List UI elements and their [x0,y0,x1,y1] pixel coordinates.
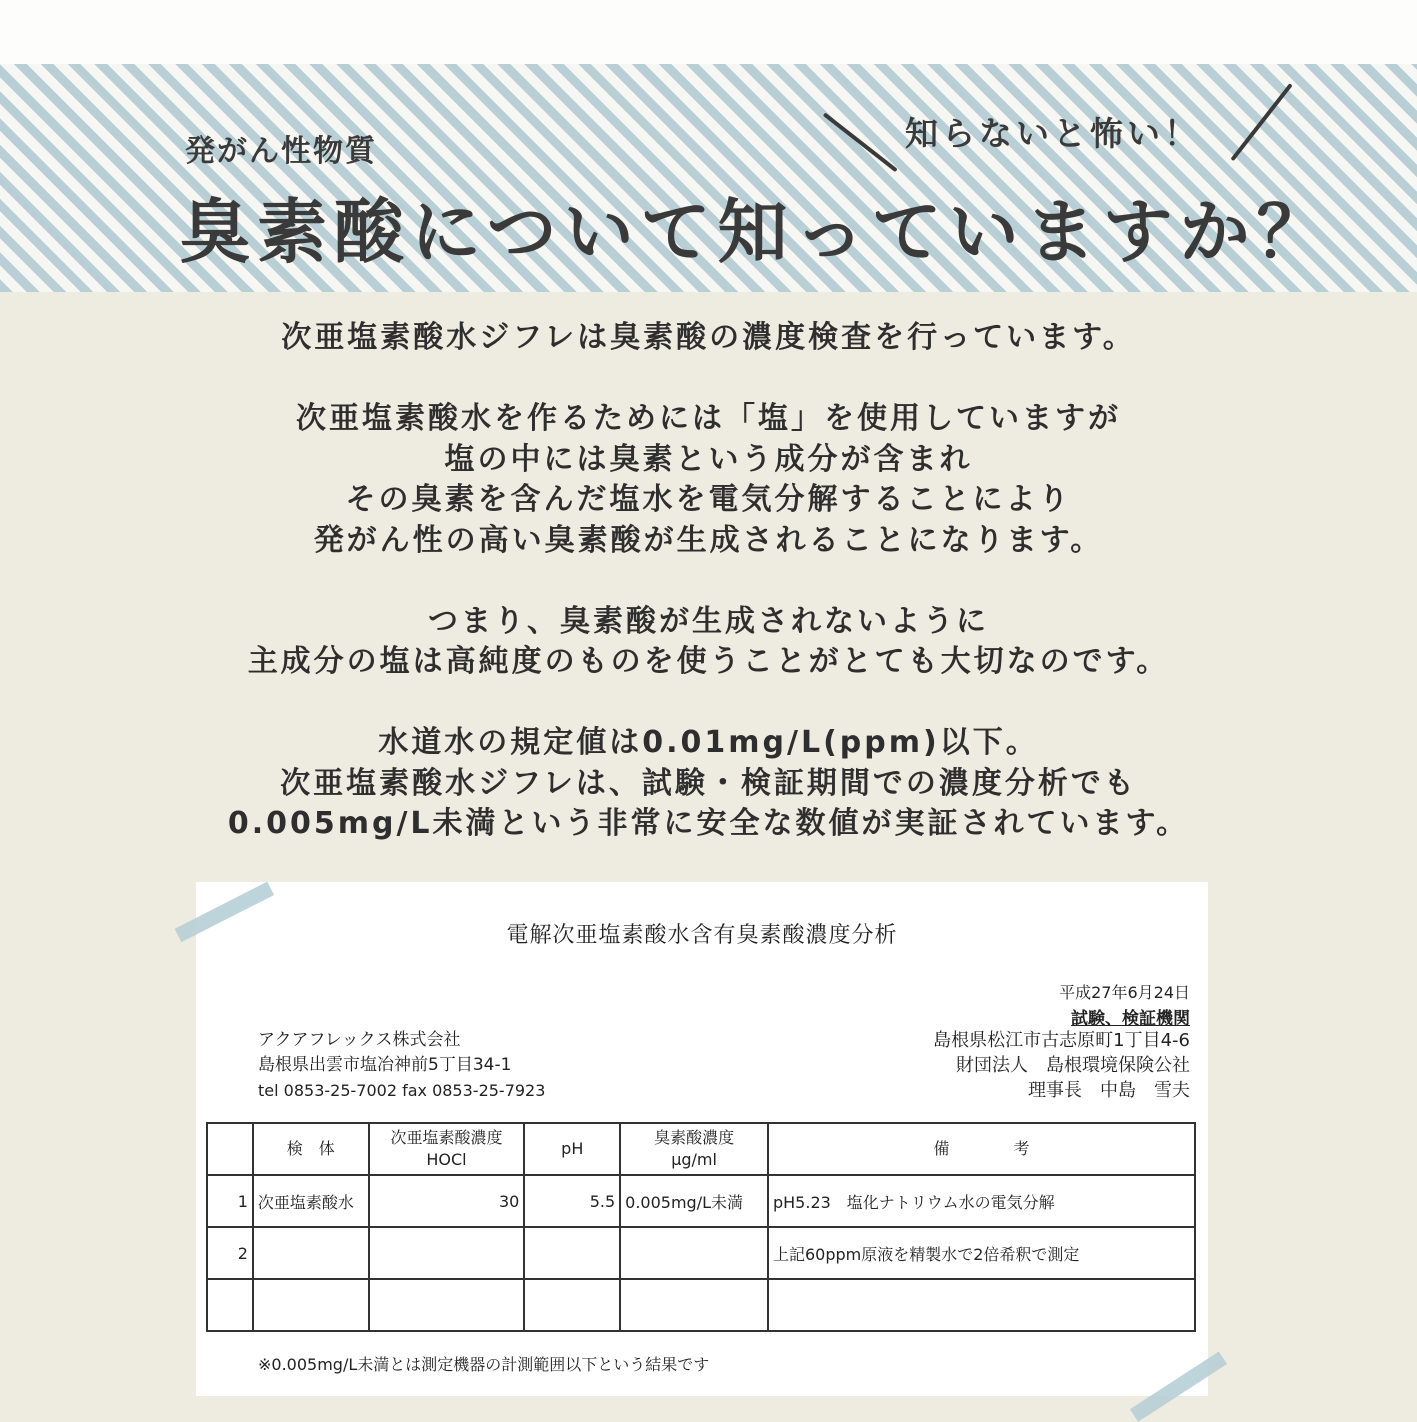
table-cell [524,1279,620,1331]
text-line: その臭素を含んだ塩水を電気分解することにより [345,482,1072,517]
table-cell: 5.5 [524,1175,620,1227]
header-subtitle: 発がん性物質 [185,134,377,169]
table-cell: 上記60ppm原液を精製水で2倍希釈で測定 [768,1227,1195,1279]
table-cell [253,1279,369,1331]
testing-organization-label: 試験、検証機関 [1071,1009,1190,1029]
table-header-cell [207,1123,253,1175]
table-cell [207,1279,253,1331]
text-line: 次亜塩素酸水を作るためには「塩」を使用していますが [296,401,1121,436]
company-address: 島根県出雲市塩冶神前5丁目34-1 [258,1055,512,1075]
table-cell [620,1227,768,1279]
document-title: 電解次亜塩素酸水含有臭素酸濃度分析 [506,923,898,948]
testing-organization-info [933,1028,1190,1103]
table-cell: 次亜塩素酸水 [253,1175,369,1227]
paragraph-2 [0,399,1417,561]
table-cell [768,1279,1195,1331]
table-cell: pH5.23 塩化ナトリウム水の電気分解 [768,1175,1195,1227]
company-contact: tel 0853-25-7002 fax 0853-25-7923 [258,1081,546,1100]
company-info [258,1028,545,1103]
paragraph-3 [0,602,1417,683]
table-cell [253,1227,369,1279]
table-cell [524,1227,620,1279]
table-cell: 30 [369,1175,525,1227]
table-header-cell: 臭素酸濃度 μg/ml [620,1123,768,1175]
text-line: 次亜塩素酸水ジフレは、試験・検証期間での濃度分析でも [280,765,1137,801]
top-margin [0,0,1417,64]
text-line: 水道水の規定値は0.01mg/L(ppm)以下。 [378,725,1039,760]
org-name: 財団法人 島根環境保険公社 [956,1055,1190,1076]
table-row [207,1175,1195,1227]
table-header-row [207,1123,1195,1175]
table-cell [369,1279,525,1331]
paragraph-1 [0,318,1417,359]
org-address: 島根県松江市古志原町1丁目4-6 [933,1030,1190,1051]
org-director: 理事長 中島 雪夫 [1028,1080,1190,1101]
document-footnote: ※0.005mg/L未満とは測定機器の計測範囲以下という結果です [258,1355,710,1374]
analysis-document [196,882,1208,1396]
table-cell [620,1279,768,1331]
table-row [207,1279,1195,1331]
document-date: 平成27年6月24日 [1059,983,1190,1002]
company-name: アクアフレックス株式会社 [258,1030,461,1050]
table-cell: 1 [207,1175,253,1227]
text-line: つまり、臭素酸が生成されないように [428,603,989,639]
paragraph-4 [0,723,1417,845]
table-row [207,1227,1195,1279]
table-cell: 2 [207,1227,253,1279]
text-line: 発がん性の高い臭素酸が生成されることになります。 [313,522,1104,558]
table-header-cell: 備 考 [768,1123,1195,1175]
header-kicker: 知らないと怖い！ [905,114,1201,153]
table-cell [369,1227,525,1279]
table-header-cell: 検 体 [253,1123,369,1175]
text-line: 主成分の塩は高純度のものを使うことがとても大切なのです。 [247,644,1170,679]
text-line: 塩の中には臭素という成分が含まれ [444,441,973,477]
body-text [0,318,1417,885]
text-line: 0.005mg/L未満という非常に安全な数値が実証されています。 [227,806,1190,841]
table-header-cell: 次亜塩素酸濃度 HOCl [369,1123,525,1175]
table-header-cell: pH [524,1123,620,1175]
table-cell: 0.005mg/L未満 [620,1175,768,1227]
page-title: 臭素酸について知っていますか？ [180,191,1334,273]
text-line: 次亜塩素酸水ジフレは臭素酸の濃度検査を行っています。 [281,320,1136,355]
analysis-table [206,1122,1196,1332]
